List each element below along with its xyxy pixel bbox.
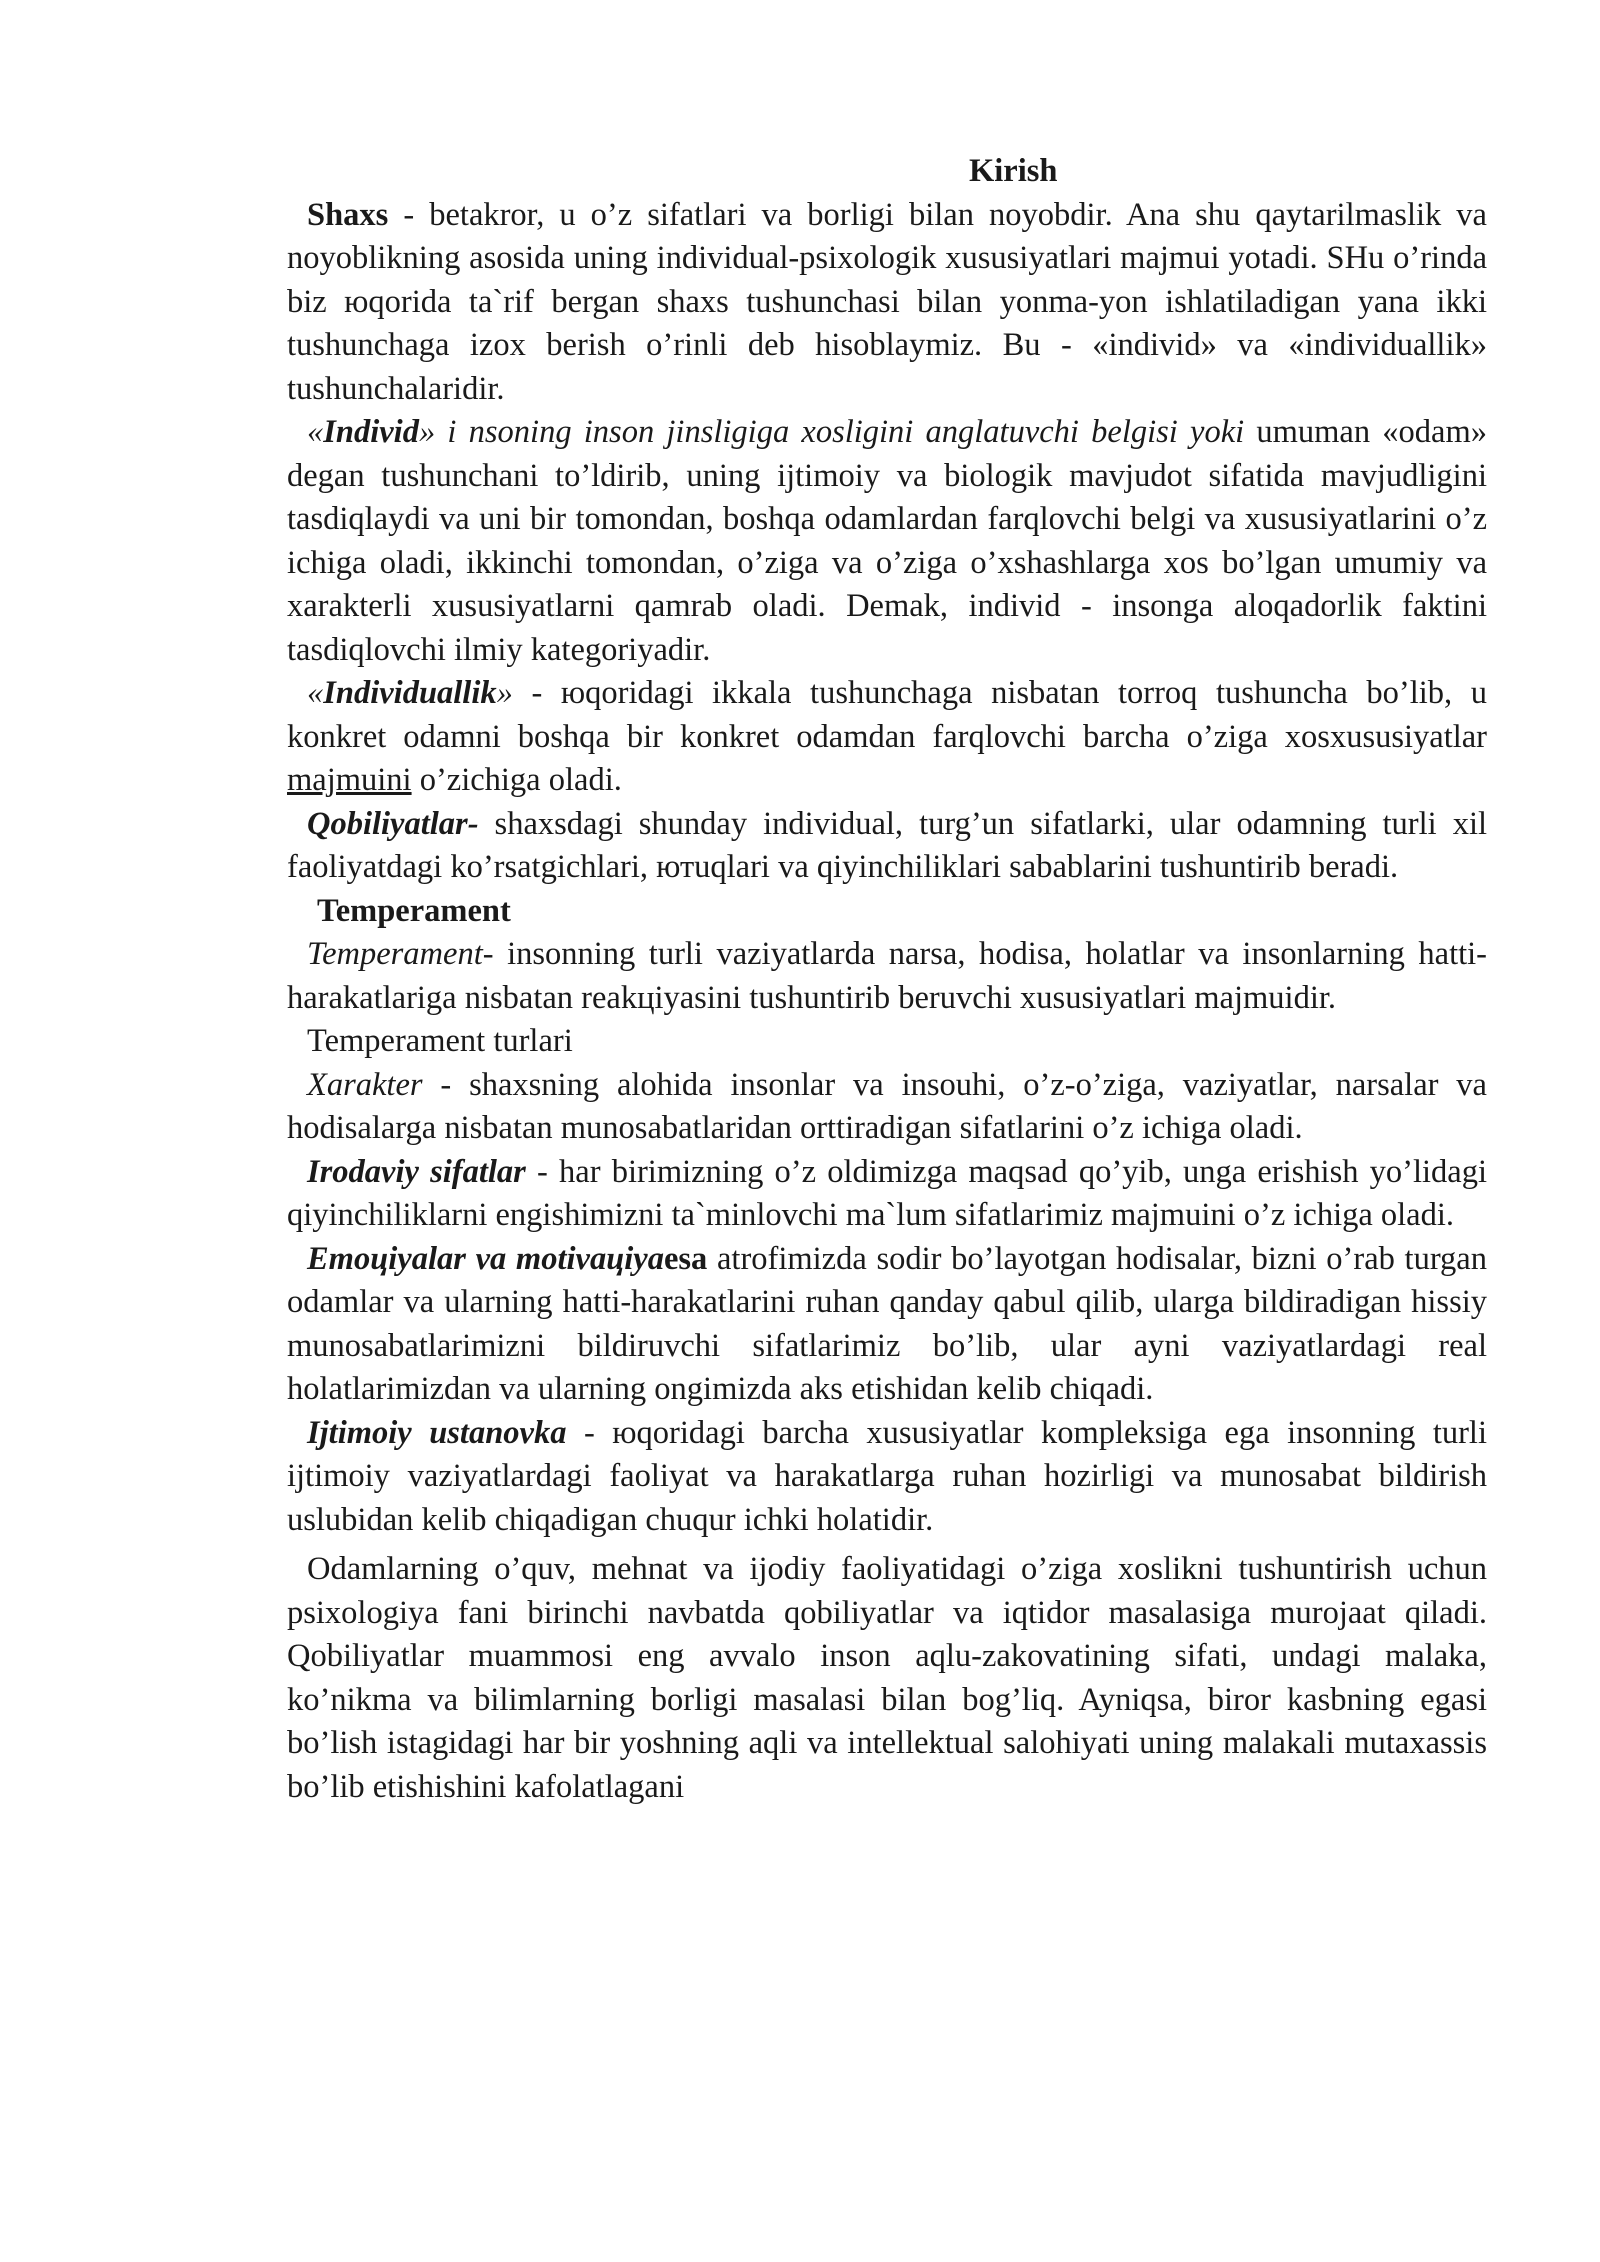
paragraph-xarakter — [287, 1064, 1487, 1151]
paragraph-individuallik — [287, 672, 1487, 803]
paragraph-text-end: o’zichiga oladi. — [411, 762, 622, 798]
paragraph-text: atrofimizda sodir bo’layotgan hodisalar, bizni o’rab turgan odamlar va ularning hatti-harakatlarini ruhan qanday qabul qilib, ularga bildiradigan hissiy munosabatlarimizni bildiruvchi sifatlarimiz bo’lib, ular ayni vaziyatlardagi real holatlarimizdan va ularning ongimizda aks etishidan kelib chiqadi. — [287, 1240, 1487, 1407]
term-bold-suffix: esa — [663, 1240, 708, 1277]
term-irodaviy-sifatlar: Irodaviy sifatlar — [307, 1153, 526, 1190]
term-close-quote: » — [496, 675, 513, 711]
paragraph-text: - юqoridagi barcha xususiyatlar kompleksiga ega insonning turli ijtimoiy vaziyatlardagi faoliyat va harakatlarga ruhan hozirligi va munosabat bildirish uslubidan kelib chiqadigan chuqur ichki holatidir. — [287, 1414, 1487, 1538]
paragraph-emotsiyalar — [287, 1238, 1487, 1412]
underlined-word: majmuini — [287, 762, 412, 798]
term-shaxs: Shaxs — [307, 196, 389, 233]
paragraph-ijtimoiy-ustanovka — [287, 1412, 1487, 1543]
term-xarakter: Xarakter — [307, 1066, 423, 1103]
paragraph-temperament-turlari: Temperament turlari — [307, 1023, 573, 1059]
paragraph-irodaviy-sifatlar — [287, 1151, 1487, 1238]
term-temperament: Temperament- — [307, 936, 494, 972]
document-page — [287, 150, 1487, 1809]
paragraph-text: - shaxsning alohida insonlar va insouhi, o’z-o’ziga, vaziyatlar, narsalar va hodisalarga nisbatan munosabatlaridan orttiradigan sifatlarini o’z ichiga oladi. — [287, 1066, 1487, 1146]
term-close-quote: » — [418, 414, 448, 450]
paragraph-text: - har birimizning o’z oldimizga maqsad qo’yib, unga erishish yo’lidagi qiyinchiliklarni engishimizni ta`minlovchi ma`lum sifatlarimiz majmuini o’z ichiga oladi. — [287, 1153, 1487, 1233]
paragraph-text: umuman «odam» degan tushunchani to’ldirib, uning ijtimoiy va biologik mavjudot sifatida mavjudligini tasdiqlaydi va uni bir tomondan, boshqa odamlardan farqlovchi belgi va xususiyatlarini o’z ichiga oladi, ikkinchi tomondan, o’ziga va o’ziga o’xshashlarga xos bo’lgan umumiy va xarakterli xususiyatlarni qamrab oladi. Demak, individ - insonga aloqadorlik faktini tasdiqlovchi ilmiy kategoriyadir. — [287, 414, 1487, 668]
paragraph-individ — [287, 411, 1487, 672]
paragraph-text: shaxsdagi shunday individual, turg’un sifatlarki, ular odamning turli xil faoliyatdagi ko’rsatgichlari, ютuqlari va qiyinchiliklari sabablarini tushuntirib beradi. — [287, 805, 1487, 885]
term-individ: Individ — [323, 414, 419, 450]
paragraph-temperament — [287, 933, 1487, 1020]
term-open-quote: « — [307, 414, 324, 450]
term-individuallik: Individuallik — [323, 675, 497, 711]
paragraph-text: insonning turli vaziyatlarda narsa, hodisa, holatlar va insonlarning hatti-harakatlariga nisbatan reakцiyasini tushuntirib beruvchi xususiyatlari majmuidir. — [287, 936, 1487, 1016]
paragraph-italic-text: i nsoning inson jinsligiga xosligini anglatuvchi belgisi yoki — [447, 414, 1245, 450]
term-open-quote: « — [307, 675, 324, 711]
term-qobiliyatlar: Qobiliyatlar- — [307, 805, 479, 842]
paragraph-qobiliyatlar — [287, 803, 1487, 890]
document-title: Kirish — [969, 153, 1058, 189]
paragraph-shaxs — [287, 194, 1487, 412]
paragraph-text: - юqoridagi ikkala tushunchaga nisbatan torroq tushuncha bo’lib, u konkret odamni boshqa bir konkret odamdan farqlovchi barcha o’ziga xosxususiyatlar — [287, 675, 1487, 755]
paragraph-odamlarning: Odamlarning o’quv, mehnat va ijodiy faoliyatidagi o’ziga xoslikni tushuntirish uchun psixologiya fani birinchi navbatda qobiliyatlar va iqtidor masalasiga murojaat qiladi. Qobiliyatlar muammosi eng avvalo inson aqlu-zakovatining sifati, undagi malaka, ko’nikma va bilimlarning borligi masalasi bilan bog’liq. Ayniqsa, biror kasbning egasi bo’lish istagidagi har bir yoshning aqli va intellektual salohiyati uning malakali mutaxassis bo’lib etishishini kafolatlagani — [287, 1551, 1487, 1805]
term-ijtimoiy-ustanovka: Ijtimoiy ustanovka — [307, 1414, 567, 1451]
term-emotsiyalar: Emoцiyalar va motivaцiya — [307, 1240, 664, 1277]
section-heading-temperament: Temperament — [317, 892, 511, 929]
paragraph-text: - betakror, u o’z sifatlari va borligi bilan noyobdir. Ana shu qaytarilmaslik va noyoblikning asosida uning individual-psixologik xususiyatlari majmui yotadi. SHu o’rinda biz юqorida ta`rif bergan shaxs tushunchasi bilan yonma-yon ishlatiladigan yana ikki tushunchaga izox berish o’rinli deb hisoblaymiz. Bu - «individ» va «individuallik» tushunchalaridir. — [287, 196, 1487, 407]
